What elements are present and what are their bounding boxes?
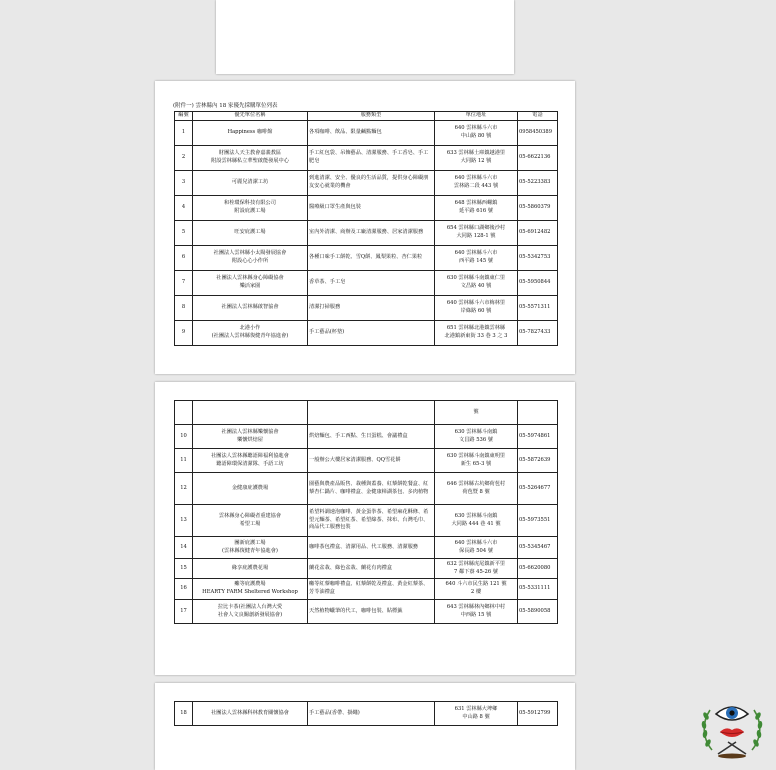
table-row: [175, 221, 558, 246]
phone-cell: 05-5345467: [518, 537, 558, 559]
header-address: 單位地址: [435, 112, 518, 121]
address-cell: 640 雲林縣斗六市梅林里 岸綠路 60 號: [435, 296, 518, 321]
table-row: [175, 321, 558, 346]
priority-units-table-part1: [174, 111, 558, 346]
row-number: 13: [175, 505, 193, 537]
phone-cell: 05-5571311: [518, 296, 558, 321]
unit-name-cell: 社團法人雲林縣啟智協會: [193, 296, 308, 321]
unit-name-cell: 雲林縣身心障礙者重建協會 希望工場: [193, 505, 308, 537]
table-row: [175, 146, 558, 171]
unit-name-cell: 可麗兒清潔工坊: [193, 171, 308, 196]
unit-name-cell: 金健康庇護農場: [193, 473, 308, 505]
unit-name-cell: 拉比卡茶(社團法人台灣大愛 社會人文良關創新發展協會): [193, 600, 308, 624]
address-cell: 648 雲林縣西螺鎮 延平路 616 號: [435, 196, 518, 221]
phone-cell: 05-6622136: [518, 146, 558, 171]
row-number: 10: [175, 425, 193, 449]
table-row: [175, 449, 558, 473]
unit-name-cell: 社團法人雲林縣身心障礙協會 樂活家園: [193, 271, 308, 296]
service-type-cell: 手工藝品(杯墊): [308, 321, 435, 346]
service-type-cell: 烘焙麵包、手工西點、生日蛋糕、會議禮盒: [308, 425, 435, 449]
address-cell: 640 雲林縣斗六市 中山路 80 號: [435, 121, 518, 146]
service-type-cell: 醫療級口罩生產與包裝: [308, 196, 435, 221]
service-type-cell: 手工紅包袋、吊飾藝品、清潔服務、手工香皂、手工肥皂: [308, 146, 435, 171]
service-type-cell: 咖啡茶包禮盒、清潔用品、代工服務、清潔服務: [308, 537, 435, 559]
header-unit-name: 優先單位名稱: [193, 112, 308, 121]
table-row: [175, 246, 558, 271]
row-number: 6: [175, 246, 193, 271]
unit-name-cell: 緣享庇護農花場: [193, 559, 308, 579]
service-type-cell: 香草茶、手工皂: [308, 271, 435, 296]
address-cell: 630 雲林縣斗南鎮東仁里 文昌路 40 號: [435, 271, 518, 296]
unit-name-cell: Happiness 咖啡館: [193, 121, 308, 146]
header-no: 編號: [175, 112, 193, 121]
page-3: [155, 683, 575, 770]
row-number: 3: [175, 171, 193, 196]
table-row: [175, 579, 558, 600]
page-2: [155, 382, 575, 675]
row-number: 17: [175, 600, 193, 624]
phone-cell: 05-5331111: [518, 579, 558, 600]
row-number: 15: [175, 559, 193, 579]
service-type-cell: 天然植物蠟筆的代工，咖啡包裝、貼標籤: [308, 600, 435, 624]
row-number: 5: [175, 221, 193, 246]
service-type-cell: 到進清潔、安全、優良的生活品質，提供身心障礙朋友安心就業的機會: [308, 171, 435, 196]
table-row: [175, 473, 558, 505]
table-row: [175, 121, 558, 146]
table-row: [175, 425, 558, 449]
service-type-cell: 希望料調速泡咖啡、黃金蛋拳茶、希望麻花酥條、希望元麵茶、希望紅茶、希望綠茶、抹布、台灣毛巾、商品代工服務包裝: [308, 505, 435, 537]
row-number: 14: [175, 537, 193, 559]
priority-units-table-part2: [174, 400, 558, 624]
page-top-partial: [216, 0, 514, 74]
priority-units-table-part3: [174, 701, 558, 726]
page-1: [155, 81, 575, 374]
service-type-cell: 各種口味手工餅乾、雪Q餅、鳳梨果粒、杏仁果粒: [308, 246, 435, 271]
table-row: [175, 537, 558, 559]
phone-cell: 05-5973551: [518, 505, 558, 537]
address-cell: 646 雲林縣古坑鄉荷苞村 荷苞暨 8 號: [435, 473, 518, 505]
service-type-cell: 園藝與農產品販售、栽種與蓋養、紅藜餅乾餐盒、紅藜杏仁鍋片、咖啡禮盒、金健康樟湖茶包、多肉植物: [308, 473, 435, 505]
address-cell: 640 斗六市民生路 121 號 2 樓: [435, 579, 518, 600]
row-number: 2: [175, 146, 193, 171]
unit-name-cell: 和栓環保科技有限公司 附設庇護工場: [193, 196, 308, 221]
continued-address-cell: 號: [435, 401, 518, 425]
address-cell: 643 雲林縣林內鄉林中村 中西路 15 號: [435, 600, 518, 624]
table-row: [175, 559, 558, 579]
phone-cell: 05-5912799: [518, 702, 558, 726]
table-header-row: [175, 112, 558, 121]
table-row: [175, 196, 558, 221]
table-row: [175, 171, 558, 196]
phone-cell: 0958450389: [518, 121, 558, 146]
address-cell: 640 雲林縣斗六市 保長路 504 號: [435, 537, 518, 559]
row-number: 4: [175, 196, 193, 221]
unit-name-cell: 旺安庇護工場: [193, 221, 308, 246]
continued-row: [175, 401, 558, 425]
address-cell: 651 雲林縣北港鎮雲林縣 北港鎮新東街 33 巷 3 之 3: [435, 321, 518, 346]
row-number: 11: [175, 449, 193, 473]
phone-cell: 05-7827433: [518, 321, 558, 346]
service-type-cell: 清潔打掃服務: [308, 296, 435, 321]
table-row: [175, 702, 558, 726]
address-cell: 633 雲林縣土庫鎮越港里 大同路 12 號: [435, 146, 518, 171]
service-type-cell: 室內外清潔、商辦及工廠清潔服務、居家清潔服務: [308, 221, 435, 246]
phone-cell: 05-5974861: [518, 425, 558, 449]
row-number: 9: [175, 321, 193, 346]
service-type-cell: 各項咖啡、飲品、限量鹹點麵包: [308, 121, 435, 146]
service-type-cell: 蘭花盆栽、綠色盆栽、蘭花有肉禮盒: [308, 559, 435, 579]
unit-name-cell: 團新庇護工場 (雲林縣復健青年協進會): [193, 537, 308, 559]
header-service-type: 服務類型: [308, 112, 435, 121]
unit-name-cell: 社團法人雲林縣聽語障福利協進會 聽語障環保清潔隊、手語工坊: [193, 449, 308, 473]
phone-cell: 05-6620080: [518, 559, 558, 579]
address-cell: 631 雲林縣大埤鄉 中山路 8 號: [435, 702, 518, 726]
phone-cell: 05-5950844: [518, 271, 558, 296]
row-number: 16: [175, 579, 193, 600]
table-row: [175, 505, 558, 537]
unit-name-cell: 財團法人天主教會嘉義教區 附設雲林縣私立華聖啟能發展中心: [193, 146, 308, 171]
unit-name-cell: 北港小作 (社團法人雲林縣復健青年協進會): [193, 321, 308, 346]
address-cell: 630 雲林縣斗南鎮 文昌路 536 號: [435, 425, 518, 449]
table-row: [175, 296, 558, 321]
table-row: [175, 271, 558, 296]
table-row: [175, 600, 558, 624]
unit-name-cell: 社團法人雲林縣科林教育關懷協會: [193, 702, 308, 726]
phone-cell: 05-5223383: [518, 171, 558, 196]
service-type-cell: 手工藝品(香帶、掛繩): [308, 702, 435, 726]
row-number: 1: [175, 121, 193, 146]
header-phone: 電話: [518, 112, 558, 121]
eye-lips-laurel-emblem-icon: [696, 692, 768, 764]
address-cell: 630 雲林縣斗南鎮 大同路 444 巷 41 號: [435, 505, 518, 537]
unit-name-cell: 社團法人雲林縣樂懷協會 樂懷烘焙屋: [193, 425, 308, 449]
phone-cell: 05-5342753: [518, 246, 558, 271]
unit-name-cell: 社團法人雲林縣小太陽發展協會 附設心心小作所: [193, 246, 308, 271]
address-cell: 640 雲林縣斗六市 西平路 145 號: [435, 246, 518, 271]
table-caption: (附件一) 雲林縣內 18 家優先採購單位列表: [173, 103, 278, 109]
service-type-cell: 癱等紅藜咖啡禮盒、紅藜餅乾及禮盒、黃金紅藜茶、芳苓油禮盒: [308, 579, 435, 600]
row-number: 12: [175, 473, 193, 505]
phone-cell: 05-5264677: [518, 473, 558, 505]
row-number: 7: [175, 271, 193, 296]
address-cell: 640 雲林縣斗六市 雲林路二段 443 號: [435, 171, 518, 196]
phone-cell: 05-5872639: [518, 449, 558, 473]
phone-cell: 05-6912482: [518, 221, 558, 246]
row-number: 8: [175, 296, 193, 321]
address-cell: 654 雲林縣口湖鄉後沙村 大同路 128-1 號: [435, 221, 518, 246]
phone-cell: 05-5890058: [518, 600, 558, 624]
service-type-cell: 一般辦公大樓居家清潔服務、QQ雪花餅: [308, 449, 435, 473]
address-cell: 632 雲林縣虎尾鎮新平里 7 鄰下寮 45-26 號: [435, 559, 518, 579]
unit-name-cell: 癱等庇護農場 HEARTY FARM Sheltered Workshop: [193, 579, 308, 600]
phone-cell: 05-5860379: [518, 196, 558, 221]
address-cell: 630 雲林縣斗南鎮東明里 新生 65-3 號: [435, 449, 518, 473]
row-number: 18: [175, 702, 193, 726]
